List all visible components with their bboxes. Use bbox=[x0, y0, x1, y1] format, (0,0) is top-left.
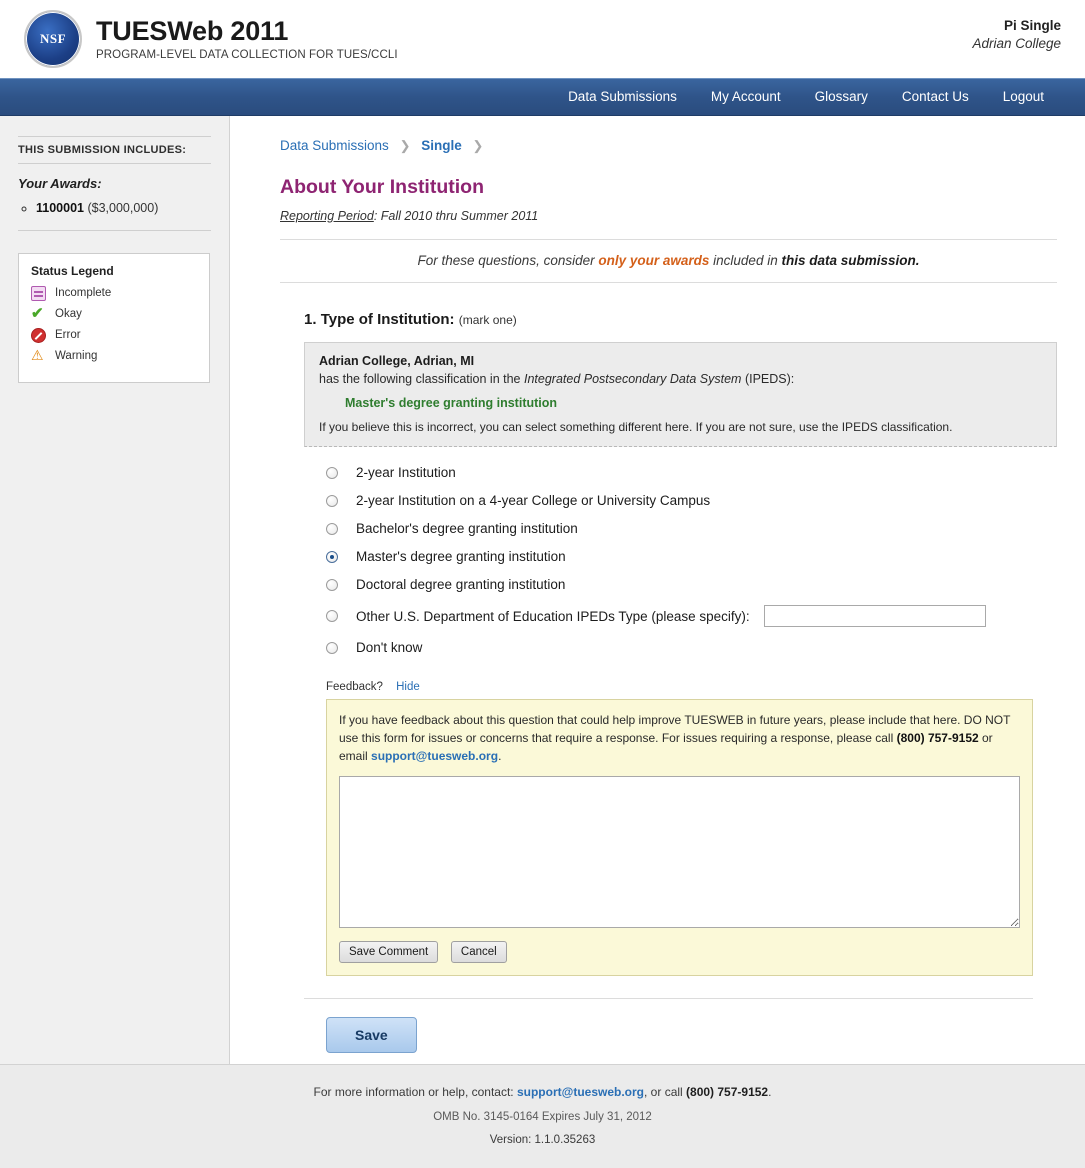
list-item[interactable] bbox=[36, 199, 211, 218]
award-id: 1100001 bbox=[36, 201, 84, 215]
app-subtitle: PROGRAM-LEVEL DATA COLLECTION FOR TUES/CCLI bbox=[96, 48, 398, 61]
error-icon bbox=[31, 328, 46, 343]
radio-dont-know[interactable] bbox=[326, 642, 338, 654]
nav-item-data-submissions[interactable]: Data Submissions bbox=[568, 89, 677, 104]
breadcrumb bbox=[280, 138, 1057, 154]
page-body bbox=[0, 116, 1085, 1064]
scope-notice bbox=[280, 240, 1057, 283]
sidebar-divider bbox=[18, 230, 211, 231]
ipeds-description bbox=[319, 372, 1042, 386]
status-legend bbox=[18, 253, 210, 383]
ipeds-note: If you believe this is incorrect, you can select something different here. If you are not sure, use the IPEDS classification. bbox=[319, 420, 953, 434]
main-content bbox=[230, 116, 1085, 1064]
option-row-2-year[interactable] bbox=[326, 465, 1057, 480]
page-footer bbox=[0, 1064, 1085, 1168]
feedback-buttons bbox=[339, 941, 1020, 963]
footer-contact-suffix: . bbox=[768, 1085, 772, 1099]
radio-masters[interactable] bbox=[326, 551, 338, 563]
radio-2-year-on-4-year-campus[interactable] bbox=[326, 495, 338, 507]
nav-item-contact-us[interactable]: Contact Us bbox=[901, 89, 969, 104]
footer-contact-middle: , or call bbox=[644, 1085, 687, 1099]
sidebar bbox=[0, 116, 230, 1064]
chevron-right-icon-2: ❯ bbox=[472, 138, 484, 153]
feedback-header bbox=[326, 681, 1057, 693]
nsf-logo-icon bbox=[24, 10, 82, 68]
feedback-textarea[interactable] bbox=[339, 776, 1020, 928]
nav-item-logout[interactable]: Logout bbox=[1002, 89, 1044, 104]
footer-contact-prefix: For more information or help, contact: bbox=[313, 1085, 517, 1099]
legend-label-okay: Okay bbox=[55, 308, 82, 321]
feedback-instructions bbox=[339, 711, 1020, 765]
ipeds-institution: Adrian College, Adrian, MI bbox=[319, 354, 475, 368]
option-label-2-year: 2-year Institution bbox=[356, 465, 456, 480]
radio-2-year[interactable] bbox=[326, 467, 338, 479]
legend-row-incomplete bbox=[31, 286, 197, 301]
legend-row-error bbox=[31, 328, 197, 343]
feedback-text-part2: or email bbox=[339, 731, 993, 763]
ipeds-line-suffix: (IPEDS): bbox=[741, 372, 795, 386]
option-label-masters: Master's degree granting institution bbox=[356, 549, 566, 564]
warning-icon bbox=[31, 349, 46, 364]
ipeds-system-name: Integrated Postsecondary Data System bbox=[523, 372, 742, 386]
sidebar-heading: THIS SUBMISSION INCLUDES: bbox=[18, 136, 211, 164]
option-row-doctoral[interactable] bbox=[326, 577, 1057, 592]
ipeds-classification: Master's degree granting institution bbox=[345, 396, 558, 410]
legend-row-warning bbox=[31, 349, 197, 364]
save-area bbox=[326, 1017, 1057, 1053]
footer-omb: OMB No. 3145-0164 Expires July 31, 2012 bbox=[433, 1111, 652, 1123]
reporting-period-value: : Fall 2010 thru Summer 2011 bbox=[373, 209, 539, 223]
reporting-period-label: Reporting Period bbox=[280, 209, 374, 223]
chevron-right-icon: ❯ bbox=[399, 138, 411, 153]
incomplete-icon bbox=[31, 286, 46, 301]
legend-row-okay bbox=[31, 307, 197, 322]
award-amount: ($3,000,000) bbox=[87, 201, 159, 215]
question-number: 1. bbox=[304, 311, 317, 328]
radio-other[interactable] bbox=[326, 610, 338, 622]
save-button[interactable]: Save bbox=[326, 1017, 417, 1053]
other-type-input[interactable] bbox=[764, 605, 986, 627]
nav-item-my-account[interactable]: My Account bbox=[710, 89, 781, 104]
status-legend-title: Status Legend bbox=[31, 263, 114, 278]
option-row-other[interactable] bbox=[326, 605, 1057, 627]
app-title-block bbox=[96, 17, 398, 60]
ipeds-info-box bbox=[304, 342, 1057, 447]
feedback-text-part3: . bbox=[498, 749, 502, 763]
footer-version: Version: 1.1.0.35263 bbox=[489, 1134, 596, 1146]
user-name: Pi Single bbox=[1003, 18, 1061, 33]
feedback-hide-link[interactable]: Hide bbox=[396, 681, 420, 693]
question-text: Type of Institution: bbox=[320, 311, 455, 328]
feedback-email-link[interactable]: support@tuesweb.org bbox=[371, 749, 499, 763]
footer-phone: (800) 757-9152 bbox=[686, 1085, 769, 1099]
nav-item-glossary[interactable]: Glossary bbox=[814, 89, 868, 104]
ipeds-line-prefix: has the following classification in the bbox=[319, 372, 524, 386]
notice-highlight: only your awards bbox=[598, 253, 710, 268]
option-row-dont-know[interactable] bbox=[326, 640, 1057, 655]
notice-strong: this data submission. bbox=[781, 253, 920, 268]
notice-prefix: For these questions, consider bbox=[417, 253, 599, 268]
feedback-label: Feedback? bbox=[326, 681, 383, 693]
option-label-doctoral: Doctoral degree granting institution bbox=[356, 577, 566, 592]
option-label-bachelors: Bachelor's degree granting institution bbox=[356, 521, 578, 536]
footer-email-link[interactable]: support@tuesweb.org bbox=[516, 1085, 645, 1099]
user-info bbox=[972, 18, 1061, 51]
page-title: About Your Institution bbox=[280, 176, 484, 198]
reporting-period bbox=[280, 209, 1057, 240]
legend-label-warning: Warning bbox=[55, 350, 98, 363]
feedback-text-part1: If you have feedback about this question that could help improve TUESWEB in future years, please include that here. DO NOT use this form for issues or concerns that require a response. For issues requiring a response, please call bbox=[339, 713, 1011, 745]
save-comment-button[interactable]: Save Comment bbox=[339, 941, 438, 963]
option-label-other: Other U.S. Department of Education IPEDs Type (please specify): bbox=[356, 608, 750, 624]
feedback-panel bbox=[326, 699, 1033, 976]
option-row-2-year-on-4-year-campus[interactable] bbox=[326, 493, 1057, 508]
breadcrumb-link-data-submissions[interactable]: Data Submissions bbox=[280, 138, 389, 153]
legend-label-error: Error bbox=[55, 329, 81, 342]
question-heading bbox=[280, 311, 1057, 328]
option-label-2-year-on-4-year-campus: 2-year Institution on a 4-year College or University Campus bbox=[356, 493, 711, 508]
option-row-bachelors[interactable] bbox=[326, 521, 1057, 536]
page-header bbox=[0, 0, 1085, 78]
institution-type-options bbox=[326, 465, 1057, 655]
breadcrumb-current: Single bbox=[421, 138, 462, 153]
radio-doctoral[interactable] bbox=[326, 579, 338, 591]
option-row-masters[interactable] bbox=[326, 549, 1057, 564]
feedback-phone: (800) 757-9152 bbox=[896, 731, 979, 745]
legend-label-incomplete: Incomplete bbox=[55, 287, 112, 300]
option-label-dont-know: Don't know bbox=[356, 640, 423, 655]
question-hint: (mark one) bbox=[458, 313, 517, 327]
cancel-button[interactable]: Cancel bbox=[451, 941, 507, 963]
okay-icon bbox=[31, 307, 46, 322]
user-organization: Adrian College bbox=[972, 36, 1061, 51]
footer-contact bbox=[0, 1085, 1085, 1099]
radio-bachelors[interactable] bbox=[326, 523, 338, 535]
notice-middle: included in bbox=[709, 253, 782, 268]
app-title: TUESWeb 2011 bbox=[96, 16, 289, 47]
award-list bbox=[18, 199, 211, 228]
main-navigation bbox=[0, 78, 1085, 116]
save-divider bbox=[304, 998, 1033, 999]
sidebar-awards-heading: Your Awards: bbox=[18, 176, 102, 191]
